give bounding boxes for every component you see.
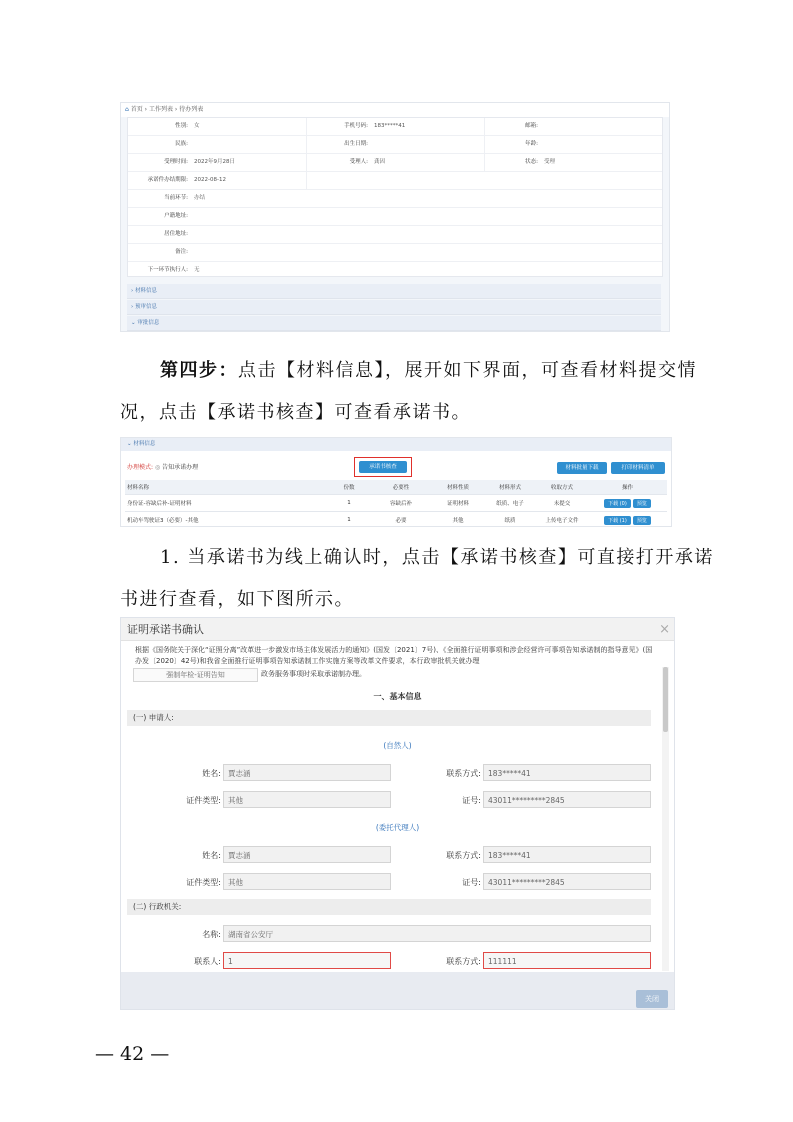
row-actions xyxy=(588,512,667,528)
agent-id-type-field[interactable]: 其他 xyxy=(223,873,391,890)
step-four-line1 xyxy=(160,356,697,382)
agent-id-number-field[interactable]: 43011*********2845 xyxy=(483,873,651,890)
applicant-section-bar: (一) 申请人: xyxy=(127,710,651,726)
col-header: 材料形式 xyxy=(484,480,536,495)
agency-contact-person-field[interactable]: 1 xyxy=(223,952,391,969)
material-name: 身份证-容缺后补-证明材料 xyxy=(125,495,328,512)
id-type-label: 证件类型: xyxy=(186,878,221,887)
form-row xyxy=(128,190,662,208)
dialog-title: 证明承诺书确认 xyxy=(121,618,674,641)
commitment-intro-text: 根据《国务院关于深化“证照分离”改革进一步激发市场主体发展活力的通知》(国发〔2021〕7号)、《全面推行证明事项和涉企经营许可事项告知承诺制的指导意见》(国办发〔2020〕42号)和我省全面推行证明事项告知承诺制工作实施方案等改革文件要求，本行政审批机关就办理 xyxy=(135,646,653,665)
table-row xyxy=(125,495,667,512)
form-row xyxy=(128,208,662,226)
accordion-pre-review-info[interactable]: › 预审信息 xyxy=(127,300,661,315)
breadcrumb-home[interactable]: 首页 xyxy=(130,106,143,113)
col-header: 操作 xyxy=(588,480,667,495)
agent-subtitle: (委托代理人) xyxy=(375,823,420,832)
material-requirement: 容缺后补 xyxy=(370,495,432,512)
name-label: 姓名: xyxy=(202,769,221,778)
agency-section-bar: (二) 行政机关: xyxy=(127,899,651,915)
download-button[interactable]: 下载 (1) xyxy=(604,516,631,525)
scrollbar[interactable] xyxy=(662,667,669,971)
field-value: 受理 xyxy=(544,159,556,165)
form-row xyxy=(128,172,662,190)
preview-button[interactable]: 预览 xyxy=(633,516,651,525)
agent-contact-field[interactable]: 183*****41 xyxy=(483,846,651,863)
form-row xyxy=(128,136,662,154)
col-header: 收取方式 xyxy=(536,480,588,495)
contact-person-label: 联系人: xyxy=(194,957,221,966)
applicant-id-number-field[interactable]: 43011*********2845 xyxy=(483,791,651,808)
scrollbar-thumb[interactable] xyxy=(663,667,668,732)
applicant-info-form xyxy=(127,117,663,277)
contact-label: 联系方式: xyxy=(446,769,481,778)
id-type-label: 证件类型: xyxy=(186,796,221,805)
collect-method: 未提交 xyxy=(536,495,588,512)
form-row xyxy=(128,244,662,262)
id-number-label: 证号: xyxy=(462,878,481,887)
material-nature: 其他 xyxy=(432,512,484,528)
material-count: 1 xyxy=(328,495,370,512)
step-four-text: 点击【材料信息】，展开如下界面，可查看材料提交情 xyxy=(238,360,697,381)
field-label: 户籍地址: xyxy=(164,213,188,219)
natural-person-subtitle: (自然人) xyxy=(383,741,412,750)
id-number-label: 证号: xyxy=(462,796,481,805)
field-value: 女 xyxy=(194,123,200,129)
field-label: 当前环节: xyxy=(164,195,188,201)
material-name: 机动车驾驶证3（必要）-其他 xyxy=(125,512,328,528)
form-row xyxy=(128,154,662,172)
close-icon[interactable]: × xyxy=(659,622,670,637)
field-label: 受理时间: xyxy=(164,159,188,165)
field-label: 出生日期: xyxy=(344,141,368,147)
handling-mode xyxy=(127,462,198,471)
instruction-line2: 书进行查看，如下图所示。 xyxy=(120,589,354,610)
field-label: 民族: xyxy=(175,141,188,147)
task-detail-screenshot xyxy=(120,102,670,332)
highlight-box xyxy=(354,457,412,477)
commitment-dialog xyxy=(120,617,675,1010)
section-title: 一、基本信息 xyxy=(373,692,422,701)
table-header-row xyxy=(125,480,667,495)
applicant-name-field[interactable]: 賈志涵 xyxy=(223,764,391,781)
field-value: 2022-08-12 xyxy=(194,177,226,183)
material-info-header[interactable]: ⌄ 材料信息 xyxy=(121,438,671,451)
field-label: 邮箱: xyxy=(525,123,538,129)
field-value: 183*****41 xyxy=(374,123,406,129)
applicant-id-type-field[interactable]: 其他 xyxy=(223,791,391,808)
field-value: 2022年9月28日 xyxy=(194,159,235,165)
radio-icon: ◎ xyxy=(154,464,161,471)
field-label: 居住地址: xyxy=(164,231,188,237)
name-label: 姓名: xyxy=(202,851,221,860)
col-header: 份数 xyxy=(328,480,370,495)
form-row xyxy=(128,226,662,244)
form-row xyxy=(128,262,662,279)
agent-name-field[interactable]: 賈志涵 xyxy=(223,846,391,863)
material-requirement: 必要 xyxy=(370,512,432,528)
applicant-contact-field[interactable]: 183*****41 xyxy=(483,764,651,781)
step-four-label: 第四步： xyxy=(160,360,238,381)
material-info-screenshot xyxy=(120,437,672,527)
intro-suffix: 政务服务事项时采取承诺制办理。 xyxy=(261,670,366,678)
print-list-button[interactable]: 打印材料清单 xyxy=(611,462,665,474)
field-value: 无 xyxy=(194,267,200,273)
preview-button[interactable]: 预览 xyxy=(633,499,651,508)
handling-mode-value: 告知承诺办理 xyxy=(162,464,199,471)
collect-method: 上传电子文件 xyxy=(536,512,588,528)
handling-mode-label: 办理模式: xyxy=(127,464,154,471)
org-name-label: 名称: xyxy=(202,930,221,939)
material-form: 纸质 xyxy=(484,512,536,528)
field-label: 下一环节执行人: xyxy=(147,267,188,273)
dialog-footer xyxy=(121,972,674,1009)
breadcrumb-todo-list[interactable]: 待办列表 xyxy=(179,106,204,113)
col-header: 材料名称 xyxy=(125,480,328,495)
col-header: 必要性 xyxy=(370,480,432,495)
form-row xyxy=(128,118,662,136)
page-number: — 42 — xyxy=(95,1043,170,1065)
breadcrumb: ⌂ 首页 › 工作列表 › 待办列表 xyxy=(121,103,669,117)
close-button[interactable]: 关闭 xyxy=(636,990,668,1008)
field-label: 性别: xyxy=(175,123,188,129)
field-value: 龚因 xyxy=(374,159,386,165)
col-header: 材料性质 xyxy=(432,480,484,495)
breadcrumb-work-list[interactable]: 工作列表 xyxy=(148,106,173,113)
material-table xyxy=(125,480,667,527)
field-label: 状态: xyxy=(525,159,538,165)
field-label: 备注: xyxy=(175,249,188,255)
field-label: 手机号码: xyxy=(344,123,368,129)
commitment-check-button[interactable]: 承诺书核查 xyxy=(359,461,407,473)
table-row xyxy=(125,512,667,528)
home-icon[interactable]: ⌂ xyxy=(125,106,129,113)
step-four-line2: 况，点击【承诺书核查】可查看承诺书。 xyxy=(120,402,471,423)
field-label: 年龄: xyxy=(525,141,538,147)
contact-label: 联系方式: xyxy=(446,957,481,966)
field-label: 受理人: xyxy=(349,159,368,165)
material-count: 1 xyxy=(328,512,370,528)
field-value: 办结 xyxy=(194,195,206,201)
material-nature: 证明材料 xyxy=(432,495,484,512)
matter-name-field: 强制年检-证明告知 xyxy=(133,668,258,682)
download-button[interactable]: 下载 (0) xyxy=(604,499,631,508)
accordion-material-info[interactable]: › 材料信息 xyxy=(127,284,661,299)
instruction-line1: 1. 当承诺书为线上确认时，点击【承诺书核查】可直接打开承诺 xyxy=(160,547,714,568)
batch-download-button[interactable]: 材料批量下载 xyxy=(557,462,607,474)
agency-name-field[interactable]: 湖南省公安厅 xyxy=(223,925,651,942)
agency-contact-field[interactable]: 111111 xyxy=(483,952,651,969)
contact-label: 联系方式: xyxy=(446,851,481,860)
field-label: 承诺件办结期限: xyxy=(147,177,188,183)
row-actions xyxy=(588,495,667,512)
accordion-approval-info[interactable]: ⌄ 审批信息 xyxy=(127,316,661,331)
material-form: 纸质、电子 xyxy=(484,495,536,512)
